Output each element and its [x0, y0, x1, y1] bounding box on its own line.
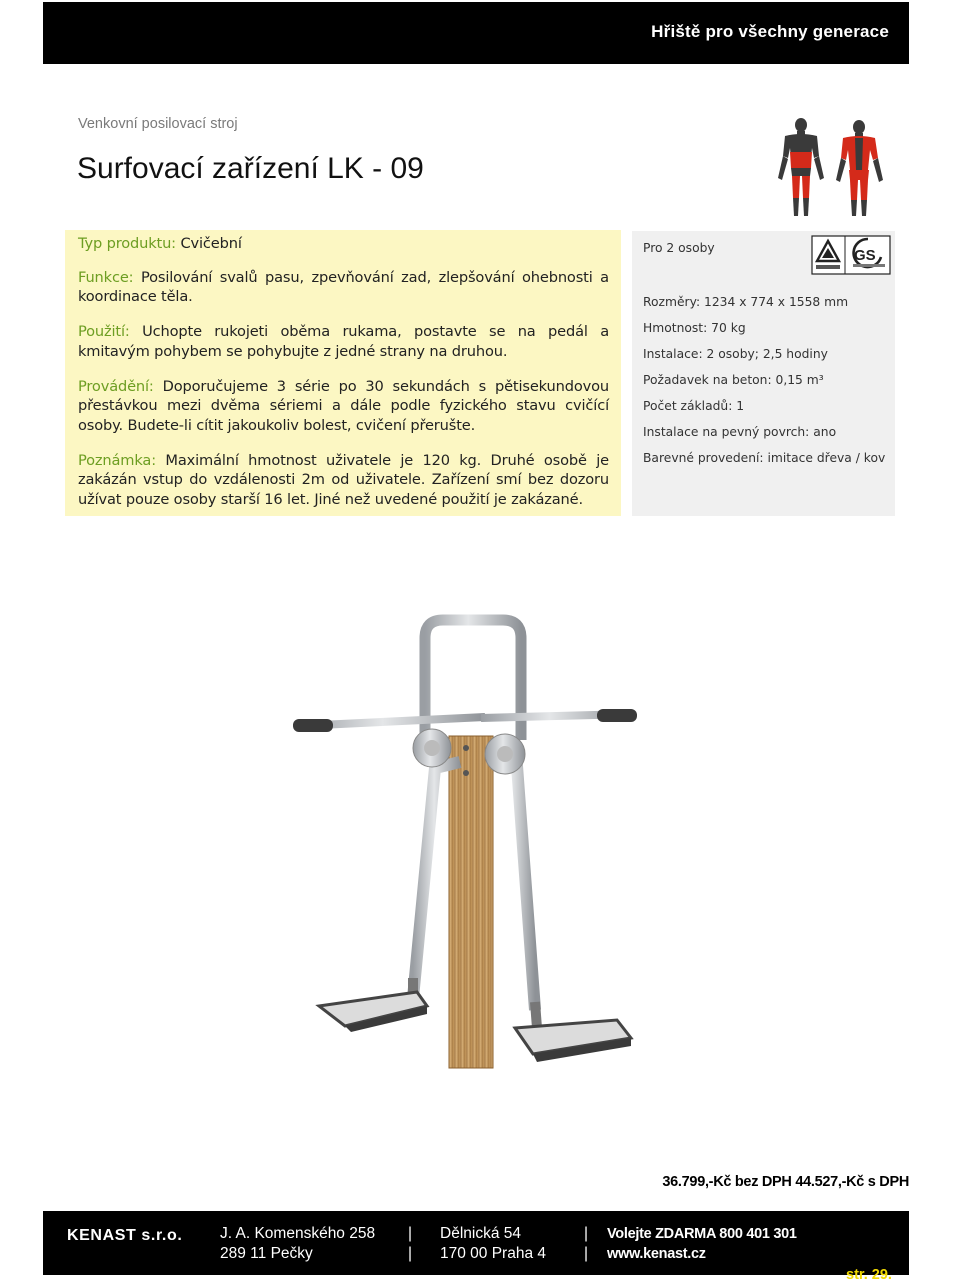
funkce-label: Funkce: [78, 268, 134, 286]
pouziti [78, 322, 609, 361]
body-front-icon [778, 118, 824, 216]
address-2-street: Dělnická 54 [440, 1225, 521, 1242]
poznamka-label: Poznámka: [78, 451, 156, 469]
company-name: KENAST s.r.o. [67, 1227, 183, 1244]
spec-hard-surface: Instalace na pevný povrch: ano [643, 425, 837, 439]
header-bar [43, 2, 909, 64]
phone-line: Volejte ZDARMA 800 401 301 [607, 1226, 797, 1242]
spec-weight: Hmotnost: 70 kg [643, 321, 746, 335]
funkce-value: Posilování svalů pasu, zpevňování zad, zlepšování ohebnosti a koordinace těla. [78, 268, 609, 306]
website-link[interactable]: www.kenast.cz [607, 1245, 706, 1262]
provadeni [78, 377, 609, 436]
spec-concrete: Požadavek na beton: 0,15 m³ [643, 373, 824, 387]
poznamka [78, 451, 609, 510]
typ-value: Cvičební [180, 235, 242, 252]
description-box [65, 230, 621, 516]
provadeni-value: Doporučujeme 3 série po 30 sekundách s pětisekundovou přestávkou mezi dvěma sériemi a dále podle fyzického stavu cvičící osoby. Budete-li cítit jakoukoliv bolest, cvičení přerušte. [78, 377, 609, 434]
provadeni-label: Provádění: [78, 377, 154, 395]
footer-separator-1: | | [408, 1225, 413, 1262]
footer-separator-2: | | [584, 1225, 589, 1262]
address-1 [220, 1224, 375, 1263]
contact [607, 1225, 797, 1264]
poznamka-value: Maximální hmotnost uživatele je 120 kg. Druhé osobě je zakázán vstup do vzdálenosti 2m od uživatele. Zařízení smí bez dozoru užívat pouze osoby starší 16 let. Jiné než uvedené použití je zakázané. [78, 451, 609, 509]
address-1-street: J. A. Komenského 258 [220, 1225, 376, 1242]
typ-label: Typ produktu: [78, 235, 176, 252]
funkce [78, 268, 609, 307]
product-title: Surfovací zařízení LK - 09 [77, 152, 424, 185]
svg-text:GS: GS [854, 247, 876, 264]
muscle-diagram-icon [770, 112, 890, 220]
spec-foundations: Počet základů: 1 [643, 399, 745, 413]
spec-dimensions: Rozměry: 1234 x 774 x 1558 mm [643, 295, 849, 309]
typ-produktu [78, 234, 609, 254]
header-title: Hřiště pro všechny generace [651, 22, 889, 41]
address-2 [440, 1224, 546, 1263]
persons-count: Pro 2 osoby [643, 241, 715, 255]
spec-installation: Instalace: 2 osoby; 2,5 hodiny [643, 347, 828, 361]
address-2-city: 170 00 Praha 4 [440, 1244, 547, 1262]
page-number: str. 29. [846, 1267, 892, 1283]
body-back-icon [836, 120, 883, 216]
tuv-gs-cert-icon [811, 235, 891, 275]
price: 36.799,-Kč bez DPH 44.527,-Kč s DPH [662, 1174, 909, 1190]
pouziti-value: Uchopte rukojeti oběma rukama, postavte se na pedál a kmitavým pohybem se pohybujte z jedné strany na druhou. [78, 323, 609, 360]
surf-machine-image [285, 598, 641, 1070]
product-subtitle: Venkovní posilovací stroj [78, 116, 238, 132]
footer-bar [43, 1211, 909, 1275]
spec-color: Barevné provedení: imitace dřeva / kov [643, 451, 886, 465]
address-1-city: 289 11 Pečky [220, 1244, 313, 1262]
pouziti-label: Použití: [78, 323, 130, 341]
